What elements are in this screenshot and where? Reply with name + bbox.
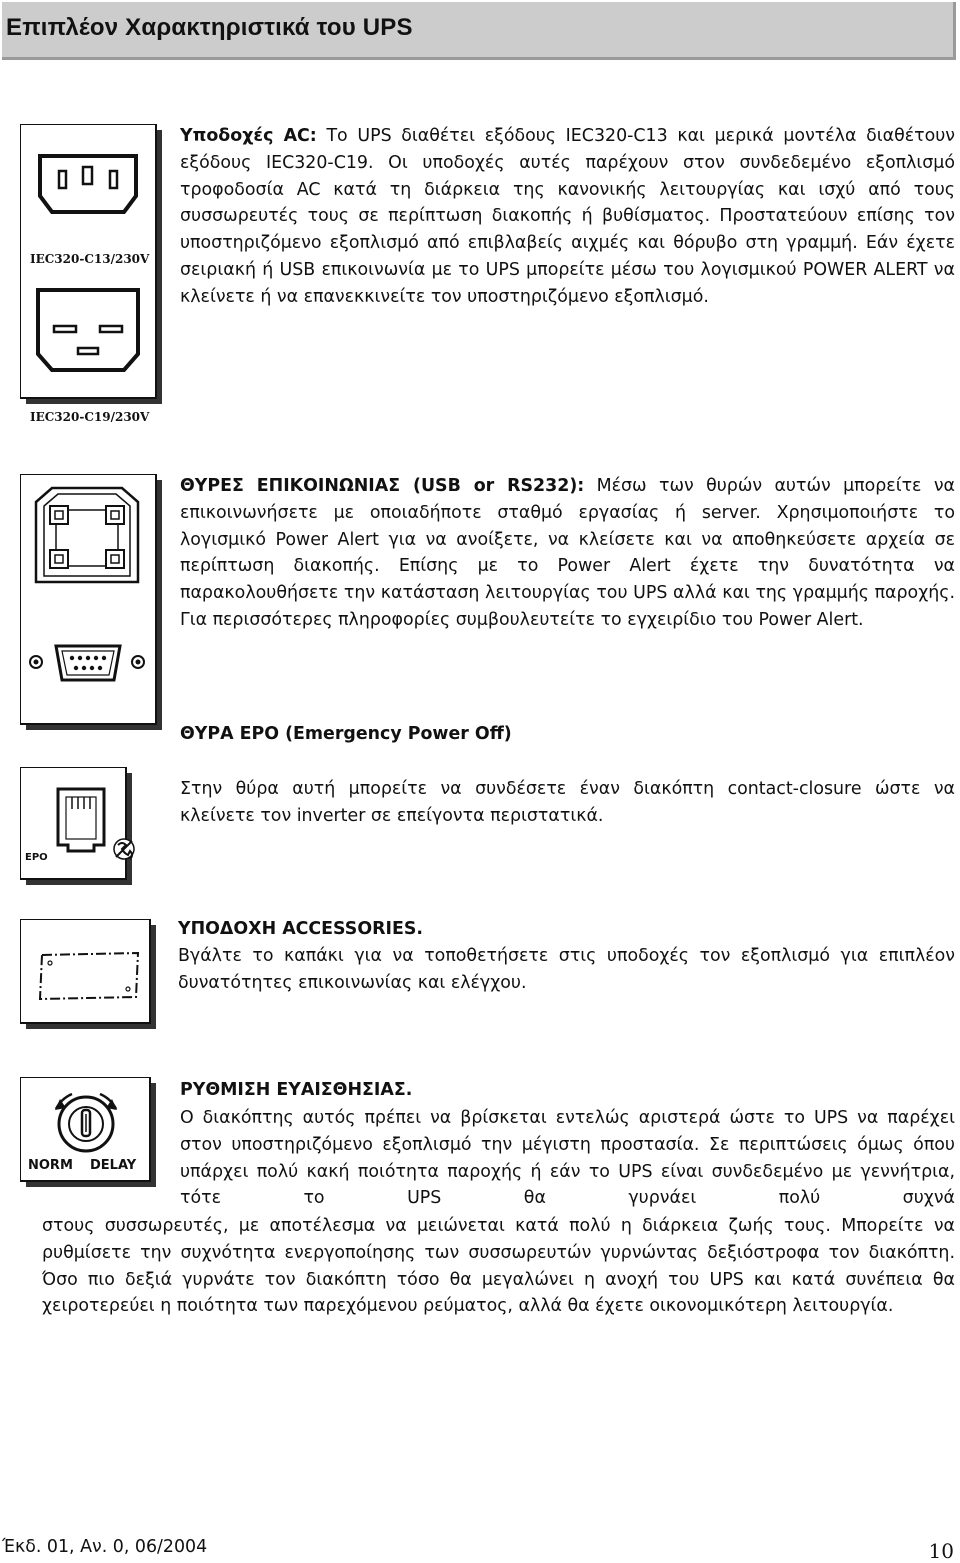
c19-label: IEC320-C19/230V bbox=[30, 410, 150, 424]
ac-sockets-figure bbox=[20, 124, 162, 404]
sensitivity-switch-illustration bbox=[20, 1077, 160, 1187]
page-header bbox=[2, 2, 956, 60]
phone-disconnect-icon bbox=[114, 839, 134, 859]
epo-figure-label: EPO bbox=[25, 852, 48, 863]
comm-ports-illustration bbox=[20, 474, 162, 730]
sensitivity-heading: ΡΥΘΜΙΣΗ ΕΥΑΙΣΘΗΣΙΑΣ. bbox=[180, 1080, 413, 1100]
accessories-paragraph bbox=[178, 943, 955, 997]
epo-text: Στην θύρα αυτή μπορείτε να συνδέσετε έναν διακόπτη contact-closure ώστε να κλείνετε τον inverter σε επείγοντα περιστατικά. bbox=[180, 779, 955, 826]
epo-figure bbox=[20, 767, 146, 885]
ac-sockets-paragraph bbox=[180, 123, 955, 311]
comm-ports-heading: ΘΥΡΕΣ ΕΠΙΚΟΙΝΩΝΙΑΣ (USB or RS232): bbox=[180, 476, 585, 496]
comm-ports-text: Μέσω των θυρών αυτών μπορείτε να επικοινωνήσετε με οποιαδήποτε σταθμό εργασίας ή server. Χρησιμοποιήστε το λογισμικό Power Alert για να ανοίξετε, να κλείσετε και να αποθηκεύσετε αρχεία σε περίπτωση διακοπής. Επίσης με το Power Alert έχετε την δυνατότητα να παρακολουθήσετε την κατάσταση λειτουργίας του UPS αλλά και της γραμμής παροχής. Για περισσότερες πληροφορίες συμβουλευτείτε το εγχειρίδιο του Power Alert. bbox=[180, 476, 955, 630]
norm-label: NORM bbox=[28, 1158, 73, 1173]
accessories-figure bbox=[20, 919, 160, 1029]
c13-label: IEC320-C13/230V bbox=[30, 252, 150, 266]
iec-c19-socket-icon bbox=[38, 290, 138, 370]
delay-label: DELAY bbox=[90, 1158, 137, 1173]
footer-edition: Έκδ. 01, Αν. 0, 06/2004 bbox=[2, 1537, 208, 1557]
sensitivity-figure bbox=[20, 1077, 160, 1187]
usb-port-icon bbox=[36, 488, 138, 582]
sensitivity-paragraph-top bbox=[180, 1105, 955, 1212]
accessory-slot-cover-icon bbox=[40, 953, 138, 999]
accessories-text: Βγάλτε το καπάκι για να τοποθετήσετε στις υποδοχές τον εξοπλισμό για επιπλέον δυνατότητες επικοινωνίας και ελέγχου. bbox=[178, 946, 955, 993]
accessories-heading: ΥΠΟΔΟΧΗ ACCESSORIES. bbox=[178, 919, 423, 939]
epo-port-illustration bbox=[20, 767, 146, 885]
sensitivity-text-top: Ο διακόπτης αυτός πρέπει να βρίσκεται εντελώς αριστερά ώστε το UPS να παρέχει στον υποστηριζόμενο εξοπλισμό την μέγιστη προστασία. Σε περιπτώσεις όμως όπου υπάρχει πολύ κακή ποιότητα παροχής ή εάν το UPS είναι συνδεδεμένο με γεννήτρια, τότε το UPS θα γυρνάει πολύ συχνά bbox=[180, 1108, 955, 1209]
page-title: Επιπλέον Χαρακτηριστικά του UPS bbox=[6, 14, 413, 41]
comm-ports-paragraph bbox=[180, 473, 955, 634]
sensitivity-text-bottom: στους συσσωρευτές, με αποτέλεσμα να μειώνεται κατά πολύ η διάρκεια ζωής τους. Μπορείτε να ρυθμίσετε την συχνότητα ενεργοποίησης των συσσωρευτών γυρνώντας δεξιόστροφα τον διακόπτη. Όσο πιο δεξιά γυρνάτε τον διακόπτη τόσο θα μεγαλώνει η ανοχή του UPS και κατά συνέπεια θα χειροτερεύει η ποιότητα των παρεχόμενου ρεύματος, αλλά θα έχετε οικονομικότερη λειτουργία. bbox=[42, 1216, 955, 1317]
rj11-port-icon bbox=[58, 789, 104, 851]
comm-ports-figure bbox=[20, 474, 162, 730]
epo-heading: ΘΥΡΑ EPO (Emergency Power Off) bbox=[180, 724, 512, 744]
epo-paragraph bbox=[180, 776, 955, 830]
ac-sockets-heading: Υποδοχές AC: bbox=[180, 126, 317, 146]
iec-c13-socket-icon bbox=[40, 156, 136, 212]
page-number: 10 bbox=[928, 1539, 954, 1563]
accessories-slot-illustration bbox=[20, 919, 160, 1029]
ac-sockets-text: Το UPS διαθέτει εξόδους IEC320-C13 και μερικά μοντέλα διαθέτουν εξόδους IEC320-C19. Οι υποδοχές αυτές παρέχουν στον συνδεδεμένο εξοπλισμό τροφοδοσία AC κατά τη διάρκεια της κανονικής λειτουργίας και ισχύ από τους συσσωρευτές τους σε περίπτωση διακοπής ή βυθίσματος. Προστατεύουν επίσης τον υποστηριζόμενο εξοπλισμό από επιβλαβείς αιχμές και θόρυβο στη γραμμή. Εάν έχετε σειριακή ή USB επικοινωνία με το UPS μπορείτε μέσω του λογισμικού POWER ALERT να κλείνετε ή να επανεκκινείτε τον υποστηριζόμενο εξοπλισμό. bbox=[180, 126, 955, 307]
sensitivity-paragraph-bottom bbox=[42, 1213, 955, 1320]
